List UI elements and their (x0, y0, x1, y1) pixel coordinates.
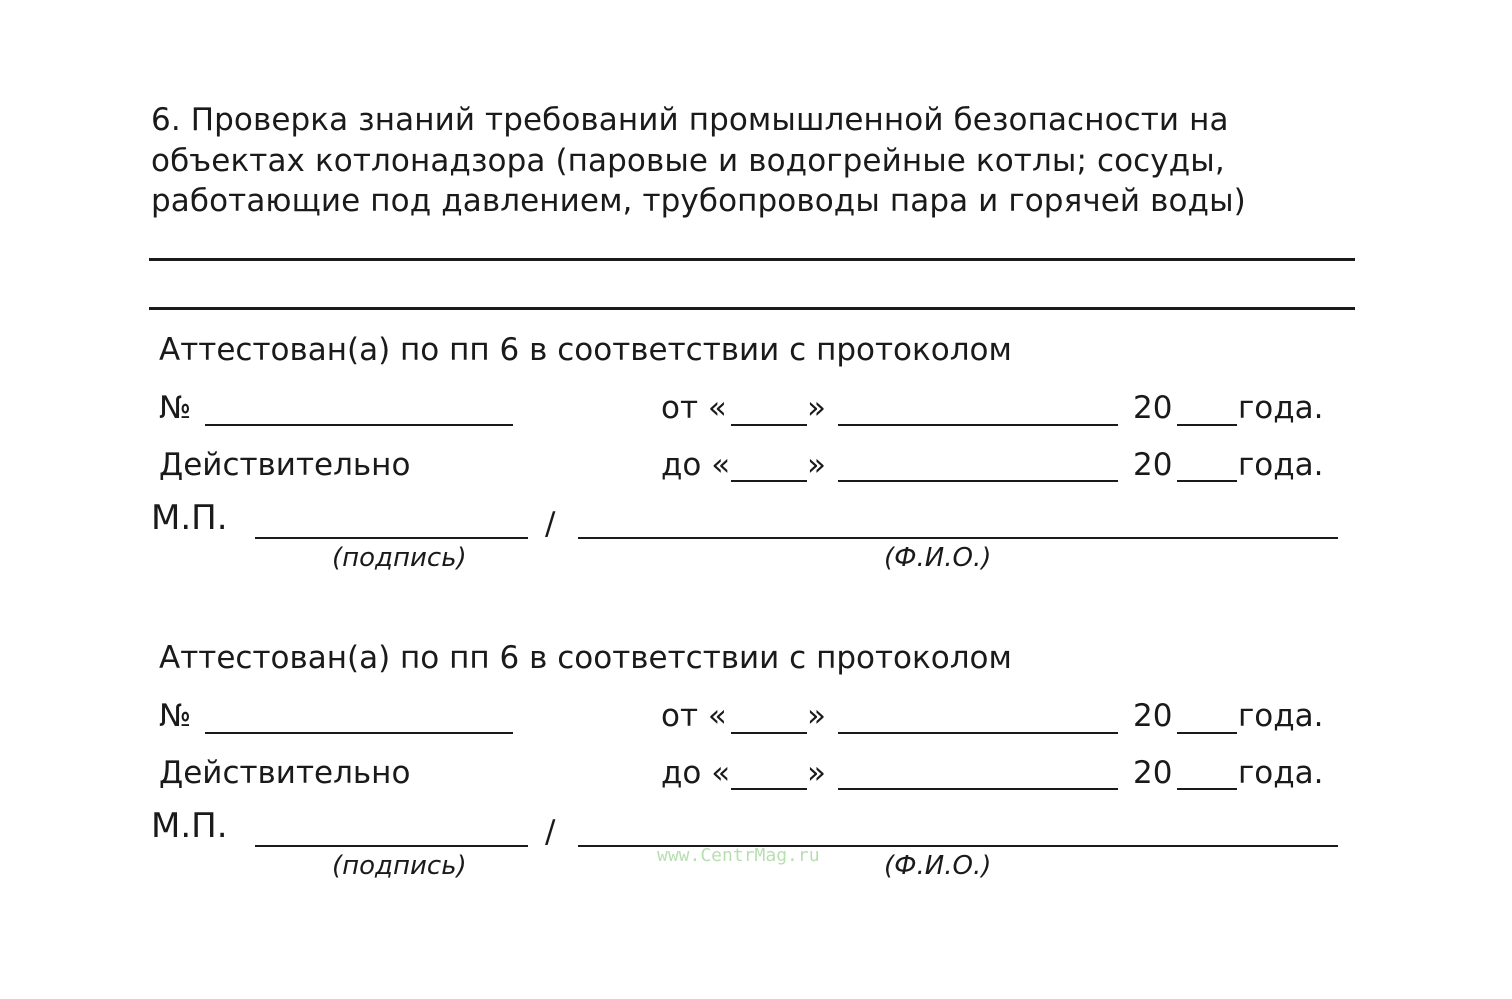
number-label: № (159, 390, 192, 426)
signature-field[interactable] (255, 537, 528, 539)
quote-close: » (807, 447, 826, 483)
until-label: до « (661, 755, 731, 791)
from-month-field[interactable] (838, 424, 1118, 426)
until-day-field[interactable] (731, 480, 807, 482)
year-prefix: 20 (1133, 698, 1173, 734)
until-label: до « (661, 447, 731, 483)
quote-close: » (807, 755, 826, 791)
blank-rule-1[interactable] (149, 258, 1355, 261)
from-year-field[interactable] (1177, 424, 1237, 426)
blank-rule-2[interactable] (149, 307, 1355, 310)
full-name-field[interactable] (578, 537, 1338, 539)
year-prefix: 20 (1133, 755, 1173, 791)
stamp-label: М.П. (151, 498, 228, 538)
from-month-field[interactable] (838, 732, 1118, 734)
from-label: от « (661, 698, 727, 734)
valid-label: Действительно (159, 755, 411, 791)
until-day-field[interactable] (731, 788, 807, 790)
protocol-number-field[interactable] (205, 732, 513, 734)
until-month-field[interactable] (838, 480, 1118, 482)
quote-close: » (807, 390, 826, 426)
until-year-field[interactable] (1177, 788, 1237, 790)
section-heading-line-2: объектах котлонадзора (паровые и водогрейные котлы; сосуды, (151, 143, 1225, 179)
quote-close: » (807, 698, 826, 734)
year-prefix: 20 (1133, 390, 1173, 426)
from-label: от « (661, 390, 727, 426)
year-suffix: года. (1238, 698, 1324, 734)
until-year-field[interactable] (1177, 480, 1237, 482)
stamp-label: М.П. (151, 806, 228, 846)
attested-text: Аттестован(а) по пп 6 в соответствии с протоколом (159, 332, 1012, 368)
from-year-field[interactable] (1177, 732, 1237, 734)
slash-separator: / (545, 506, 556, 542)
slash-separator: / (545, 814, 556, 850)
name-caption: (Ф.И.О.) (884, 851, 992, 881)
year-prefix: 20 (1133, 447, 1173, 483)
from-day-field[interactable] (731, 732, 807, 734)
valid-label: Действительно (159, 447, 411, 483)
protocol-number-field[interactable] (205, 424, 513, 426)
from-day-field[interactable] (731, 424, 807, 426)
signature-field[interactable] (255, 845, 528, 847)
number-label: № (159, 698, 192, 734)
year-suffix: года. (1238, 447, 1324, 483)
section-heading-line-1: 6. Проверка знаний требований промышленной безопасности на (151, 102, 1229, 138)
year-suffix: года. (1238, 755, 1324, 791)
signature-caption: (подпись) (332, 543, 467, 573)
year-suffix: года. (1238, 390, 1324, 426)
until-month-field[interactable] (838, 788, 1118, 790)
section-heading-line-3: работающие под давлением, трубопроводы пара и горячей воды) (151, 183, 1246, 219)
name-caption: (Ф.И.О.) (884, 543, 992, 573)
watermark: www.CentrMag.ru (657, 845, 820, 866)
attested-text: Аттестован(а) по пп 6 в соответствии с протоколом (159, 640, 1012, 676)
signature-caption: (подпись) (332, 851, 467, 881)
